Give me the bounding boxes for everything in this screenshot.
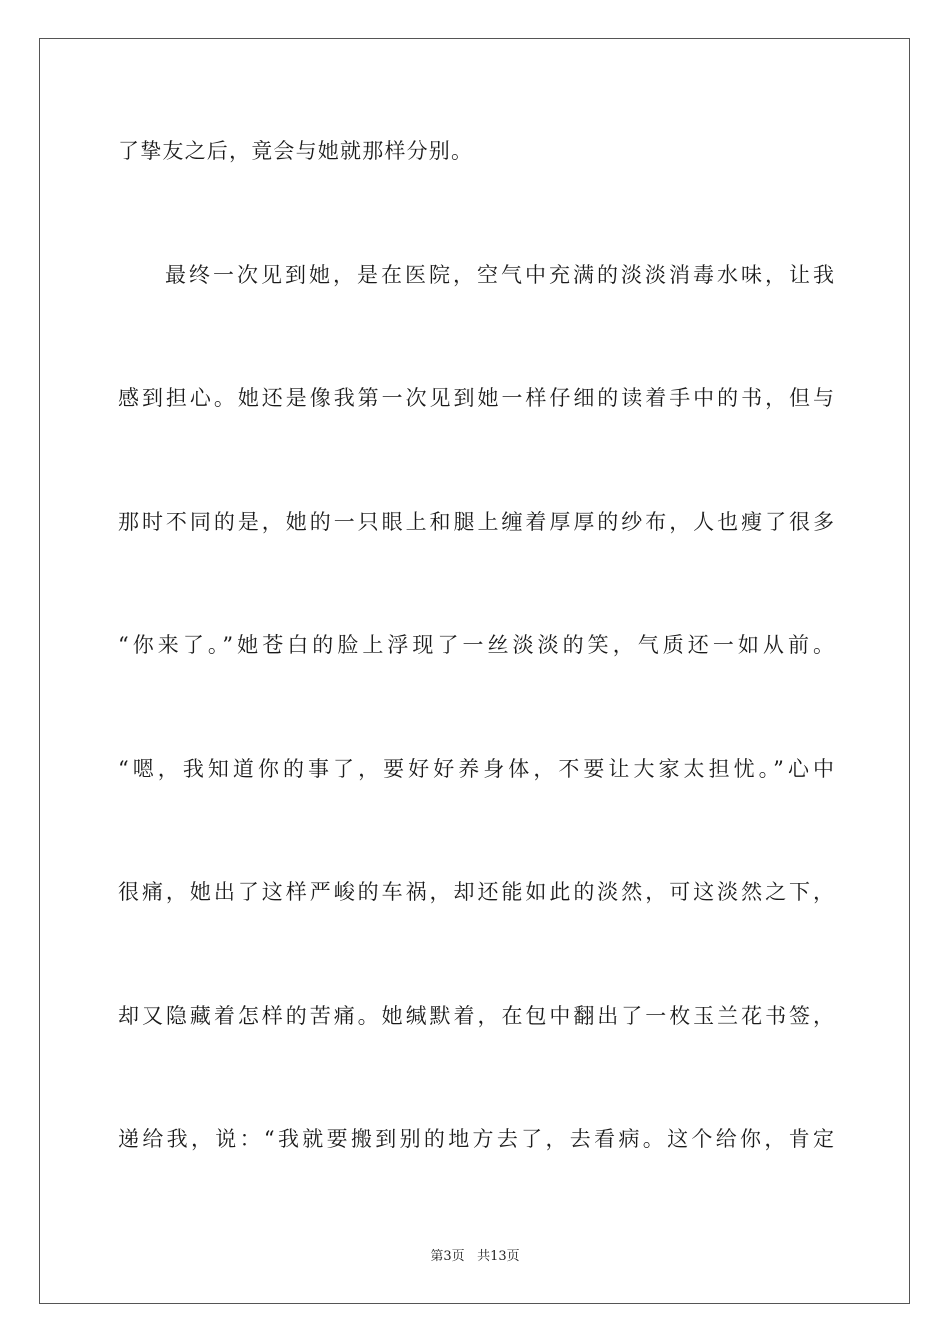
total-pages: 共13页 xyxy=(477,1249,520,1264)
paragraph-line-8: 却又隐藏着怎样的苦痛。她缄默着，在包中翻出了一枚玉兰花书签， xyxy=(118,1004,834,1028)
page-number: 第3页 xyxy=(430,1249,465,1264)
paragraph-line-5: “你来了。”她苍白的脸上浮现了一丝淡淡的笑，气质还一如从前。 xyxy=(118,633,834,657)
paragraph-line-9: 递给我，说：“我就要搬到别的地方去了，去看病。这个给你，肯定 xyxy=(118,1127,834,1151)
paragraph-line-7: 很痛，她出了这样严峻的车祸，却还能如此的淡然，可这淡然之下， xyxy=(118,880,834,904)
paragraph-line-3: 感到担心。她还是像我第一次见到她一样仔细的读着手中的书，但与 xyxy=(118,386,834,410)
page-footer xyxy=(0,1248,950,1266)
paragraph-line-2: 最终一次见到她，是在医院，空气中充满的淡淡消毒水味，让我 xyxy=(165,263,834,287)
paragraph-line-6: “嗯，我知道你的事了，要好好养身体，不要让大家太担忧。”心中 xyxy=(118,757,834,781)
paragraph-line-1: 了挚友之后，竟会与她就那样分别。 xyxy=(118,139,474,163)
paragraph-line-4: 那时不同的是，她的一只眼上和腿上缠着厚厚的纱布，人也瘦了很多 xyxy=(118,510,834,534)
page-border xyxy=(39,38,910,1304)
